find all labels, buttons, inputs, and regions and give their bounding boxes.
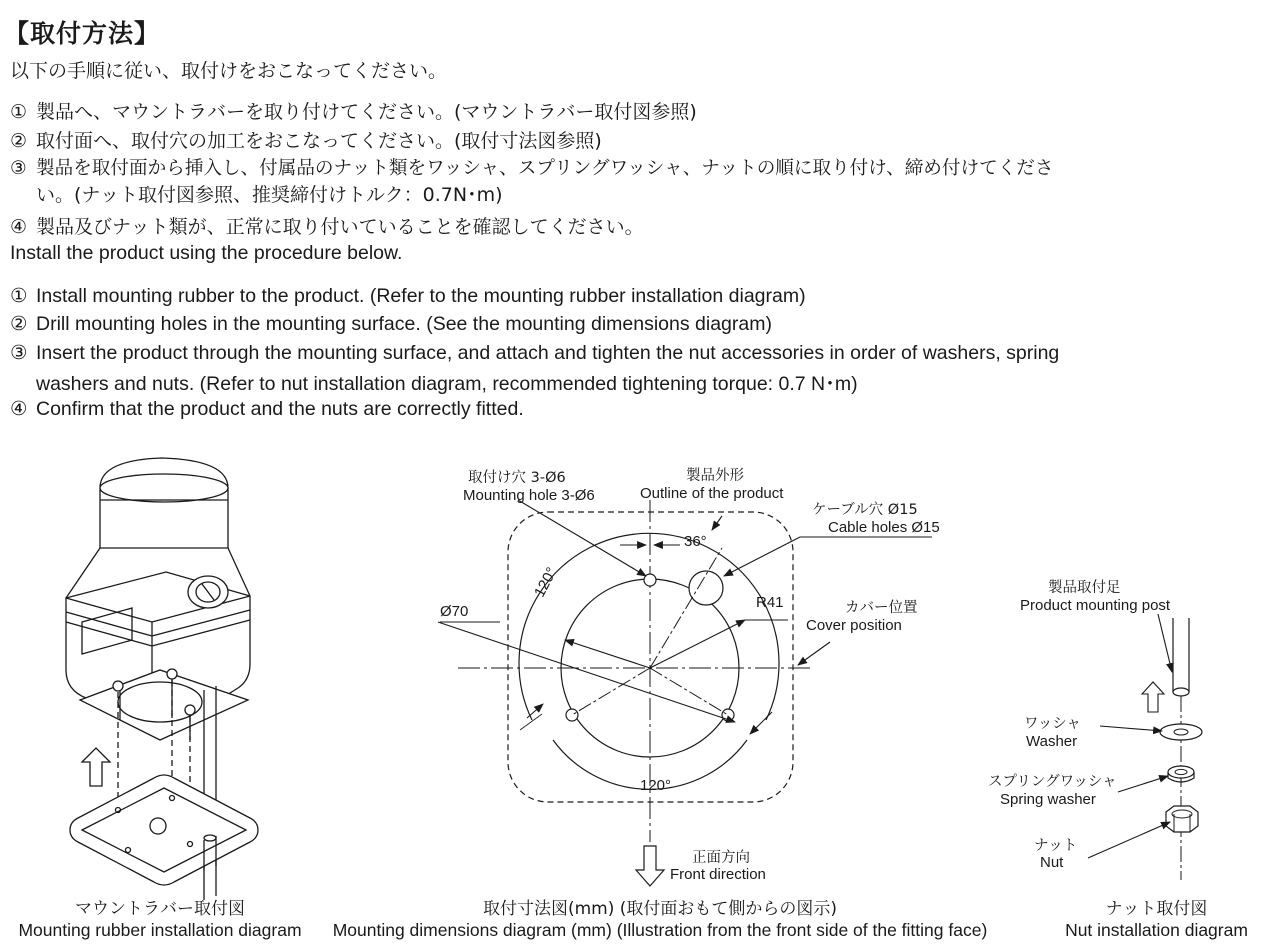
- cable-label-en: Cable holes Ø15: [828, 519, 940, 536]
- step-number: ③: [10, 342, 28, 364]
- post-label-en: Product mounting post: [1020, 597, 1171, 614]
- step-text: Insert the product through the mounting surface, and attach and tighten the nut accessories in order of washers, spring: [36, 342, 1060, 364]
- step-text: 製品へ、マウントラバーを取り付けてください。(マウントラバー取付図参照): [36, 101, 697, 123]
- dimensions-caption-jp: 取付寸法図(mm) (取付面おもて側からの図示): [482, 899, 838, 919]
- front-label-jp: 正面方向: [692, 850, 750, 866]
- step-number: ②: [10, 313, 28, 335]
- nut-label-en: Nut: [1040, 854, 1064, 871]
- cable-label-jp: ケーブル穴 Ø15: [812, 502, 918, 518]
- step-number: ②: [10, 130, 28, 152]
- post-label-jp: 製品取付足: [1048, 580, 1121, 596]
- dimensions-caption-en: Mounting dimensions diagram (mm) (Illustration from the front side of the fitting face): [332, 920, 988, 940]
- step-text: 製品を取付面から挿入し、付属品のナット類をワッシャ、スプリングワッシャ、ナットの順に取り付け、締め付けてくださ: [36, 158, 1054, 179]
- step-number: ①: [10, 285, 28, 307]
- cover-label-jp: カバー位置: [845, 600, 918, 616]
- nut-caption-jp: ナット取付図: [1105, 899, 1208, 919]
- spring-washer-label-jp: スプリングワッシャ: [988, 774, 1117, 790]
- step-text-continued: い。(ナット取付図参照、推奨締付けトルク：0.7N･m): [36, 184, 503, 206]
- intro-en: Install the product using the procedure below.: [10, 242, 403, 264]
- step-text: 製品及びナット類が、正常に取り付いていることを確認してください。: [36, 216, 644, 238]
- step-number: ④: [10, 216, 28, 238]
- hole-label-jp: 取付け穴 3-Ø6: [468, 470, 566, 486]
- nut-installation-figure: [988, 578, 1202, 880]
- washer-label-jp: ワッシャ: [1024, 716, 1081, 732]
- step-number: ③: [10, 158, 27, 179]
- washer-label-en: Washer: [1026, 733, 1078, 750]
- outline-label-en: Outline of the product: [640, 485, 784, 502]
- nut-caption-en: Nut installation diagram: [1065, 920, 1248, 940]
- mounting-dimensions-figure: [438, 466, 940, 886]
- step-text: Drill mounting holes in the mounting surface. (See the mounting dimensions diagram): [36, 313, 772, 335]
- step-text: 取付面へ、取付穴の加工をおこなってください。(取付寸法図参照): [36, 130, 602, 152]
- angle-120-left-label: 120°: [531, 564, 561, 600]
- step-number: ④: [10, 398, 28, 420]
- spring-washer-label-en: Spring washer: [1000, 791, 1096, 808]
- outline-label-jp: 製品外形: [686, 468, 744, 484]
- angle-36-label: 36°: [684, 533, 707, 550]
- cover-label-en: Cover position: [806, 617, 902, 634]
- step-text: Confirm that the product and the nuts are correctly fitted.: [36, 398, 524, 420]
- rubber-caption-jp: マウントラバー取付図: [75, 899, 245, 919]
- nut-label-jp: ナット: [1034, 838, 1078, 854]
- step-number: ①: [10, 101, 28, 123]
- rubber-caption-en: Mounting rubber installation diagram: [18, 920, 302, 940]
- rubber-caption: [0, 899, 320, 941]
- step-text: Install mounting rubber to the product. (Refer to the mounting rubber installation diagram): [36, 285, 806, 307]
- intro-jp: 以下の手順に従い、取付けをおこなってください。: [10, 60, 448, 82]
- phi70-label: Ø70: [440, 603, 469, 620]
- dimensions-caption: [320, 899, 1000, 941]
- step-text-continued: washers and nuts. (Refer to nut installation diagram, recommended tightening torque: 0.7 N･m): [36, 373, 858, 395]
- r41-label: R41: [756, 594, 784, 611]
- hole-label-en: Mounting hole 3-Ø6: [463, 487, 595, 504]
- angle-120-bottom-label: 120°: [640, 777, 672, 794]
- front-label-en: Front direction: [670, 866, 766, 883]
- nut-caption: [1030, 899, 1283, 941]
- mounting-rubber-figure: [66, 458, 258, 900]
- section-title: 【取付方法】: [4, 19, 161, 48]
